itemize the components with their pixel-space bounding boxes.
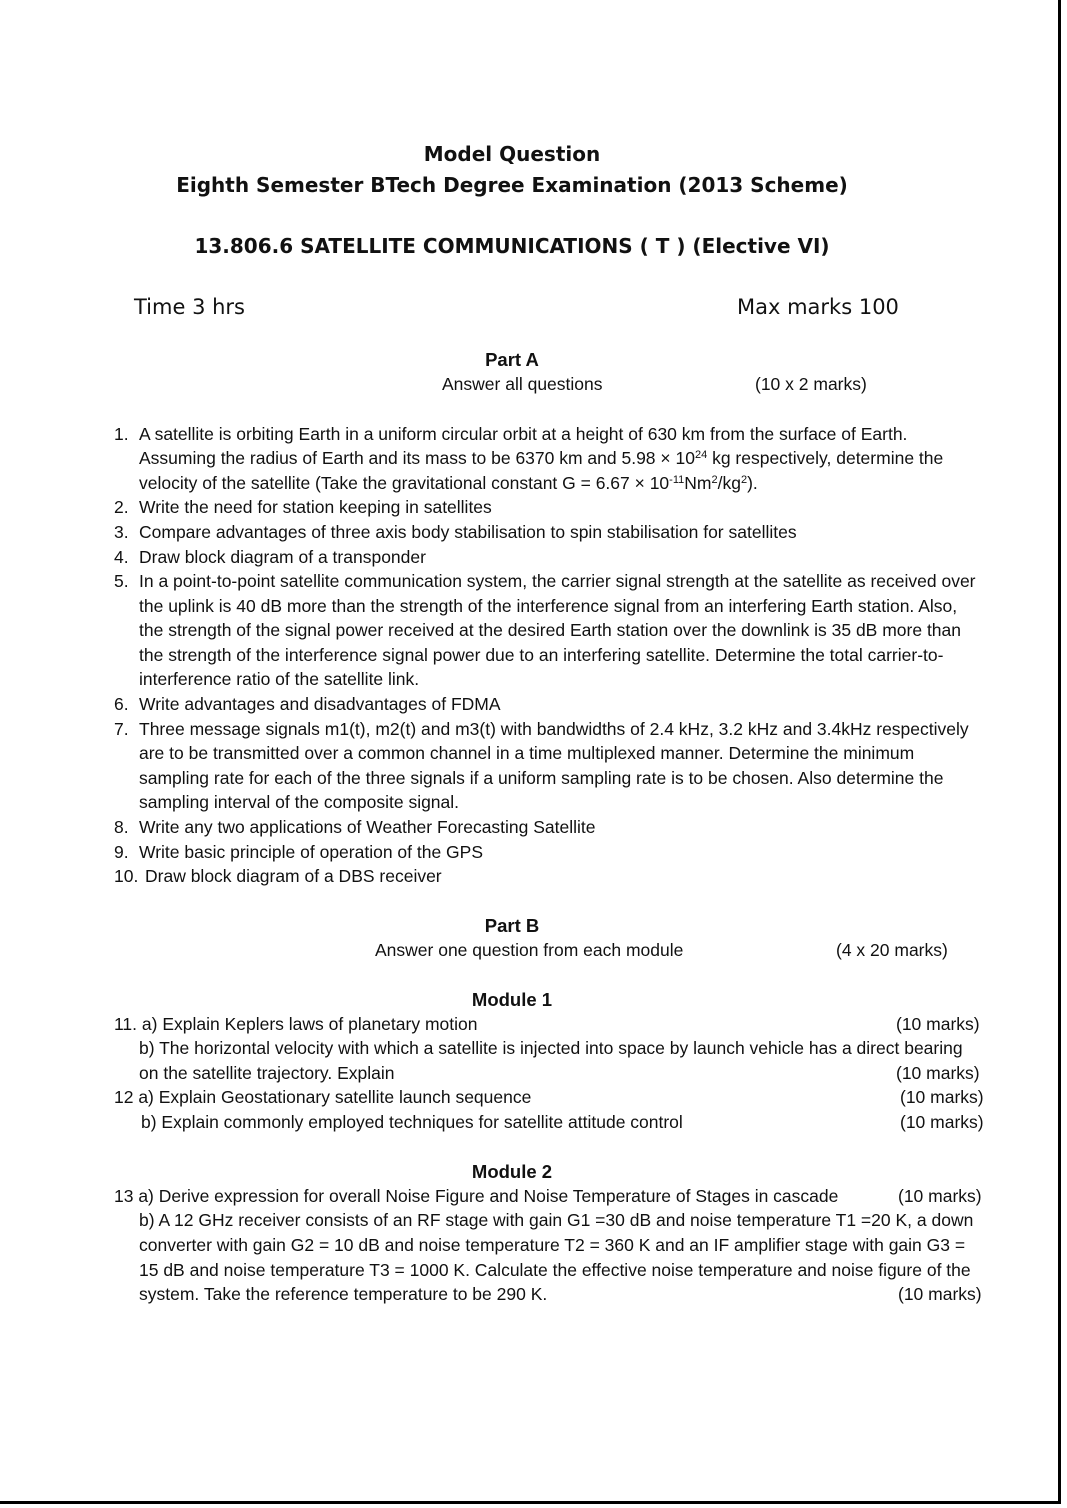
question-13b-line: system. Take the reference temperature to be 290 K. (139, 1284, 548, 1304)
marks-label: (10 marks) (896, 1014, 980, 1034)
question-13b-line: b) A 12 GHz receiver consists of an RF stage with gain G1 =30 dB and noise temperature T1 =20 K, a down (139, 1210, 974, 1230)
question-4-text: Draw block diagram of a transponder (139, 547, 426, 567)
max-marks-label: Max marks 100 (737, 295, 899, 319)
question-12a: 12 a) Explain Geostationary satellite launch sequence (114, 1087, 532, 1107)
question-10-text: Draw block diagram of a DBS receiver (145, 866, 442, 886)
question-5-line: interference ratio of the satellite link. (139, 669, 420, 689)
question-8-text: Write any two applications of Weather Forecasting Satellite (139, 817, 596, 837)
question-13b-line: converter with gain G2 = 10 dB and noise temperature T2 = 360 K and an IF amplifier stage with gain G3 = (139, 1235, 966, 1255)
time-label: Time 3 hrs (134, 295, 245, 319)
part-a-instruction: Answer all questions (442, 374, 603, 394)
part-a-marks: (10 x 2 marks) (755, 374, 867, 394)
question-1-line: velocity of the satellite (Take the gravitational constant $G = 6.67 \times 10^{-11}Nm^2/kg^2$). (139, 473, 758, 493)
question-5-line: the strength of the signal power received at the desired Earth station over the downlink is 35 dB more than (139, 620, 962, 640)
module-2-title: Module 2 (471, 1161, 553, 1182)
part-b-marks: (4 x 20 marks) (836, 940, 948, 960)
part-b-instruction: Answer one question from each module (375, 940, 684, 960)
question-3-text: Compare advantages of three axis body stabilisation to spin stabilisation for satellites (139, 522, 797, 542)
marks-label: (10 marks) (900, 1087, 984, 1107)
question-number: 1. (114, 424, 129, 444)
exam-subtitle: Eighth Semester BTech Degree Examination (2013 Scheme) (176, 173, 848, 197)
question-5-line: the strength of the interference signal power due to an interfering satellite. Determine the total carrier-to- (139, 645, 944, 665)
question-6-text: Write advantages and disadvantages of FDMA (139, 694, 501, 714)
question-number: 10. (114, 866, 139, 886)
marks-label: (10 marks) (898, 1284, 982, 1304)
question-13b-line: 15 dB and noise temperature T3 = 1000 K. Calculate the effective noise temperature and noise figure of the (139, 1260, 971, 1280)
question-number: 3. (114, 522, 129, 542)
question-9-text: Write basic principle of operation of the GPS (139, 842, 484, 862)
question-7-line: are to be transmitted over a common channel in a time multiplexed manner. Determine the minimum (139, 743, 915, 763)
part-b-title: Part B (484, 915, 540, 936)
marks-label: (10 marks) (900, 1112, 984, 1132)
question-13a: 13 a) Derive expression for overall Noise Figure and Noise Temperature of Stages in cascade (114, 1186, 839, 1206)
question-11b-line: b) The horizontal velocity with which a satellite is injected into space by launch vehicle has a direct bearing (139, 1038, 963, 1058)
question-number: 5. (114, 571, 129, 591)
question-12b: b) Explain commonly employed techniques for satellite attitude control (141, 1112, 683, 1132)
part-a-title: Part A (485, 349, 539, 370)
question-1-line: Assuming the radius of Earth and its mass to be 6370 km and $5.98 \times 10^{24}$ kg respectively, determine the (139, 448, 944, 468)
question-number: 2. (114, 497, 129, 517)
course-title: 13.806.6 SATELLITE COMMUNICATIONS ( T ) (Elective VI) (194, 234, 830, 258)
question-number: 9. (114, 842, 129, 862)
question-11a: 11. a) Explain Keplers laws of planetary motion (114, 1014, 478, 1034)
question-2-text: Write the need for station keeping in satellites (139, 497, 492, 517)
question-number: 6. (114, 694, 129, 714)
doc-title: Model Question (423, 142, 601, 166)
question-1-line: A satellite is orbiting Earth in a uniform circular orbit at a height of 630 km from the surface of Earth. (139, 424, 908, 444)
question-7-line: Three message signals m1(t), m2(t) and m3(t) with bandwidths of 2.4 kHz, 3.2 kHz and 3.4kHz respectively (139, 719, 969, 739)
question-number: 4. (114, 547, 129, 567)
question-7-line: sampling interval of the composite signal. (139, 792, 460, 812)
question-number: 8. (114, 817, 129, 837)
module-1-title: Module 1 (471, 989, 553, 1010)
question-5-line: the uplink is 40 dB more than the strength of the interference signal from an interfering Earth station. Also, (139, 596, 958, 616)
marks-label: (10 marks) (898, 1186, 982, 1206)
question-number: 7. (114, 719, 129, 739)
question-7-line: sampling rate for each of the three signals if a uniform sampling rate is to be chosen. Also determine the (139, 768, 944, 788)
question-5-line: In a point-to-point satellite communication system, the carrier signal strength at the satellite as received over (139, 571, 976, 591)
marks-label: (10 marks) (896, 1063, 980, 1083)
question-11b-line: on the satellite trajectory. Explain (139, 1063, 395, 1083)
